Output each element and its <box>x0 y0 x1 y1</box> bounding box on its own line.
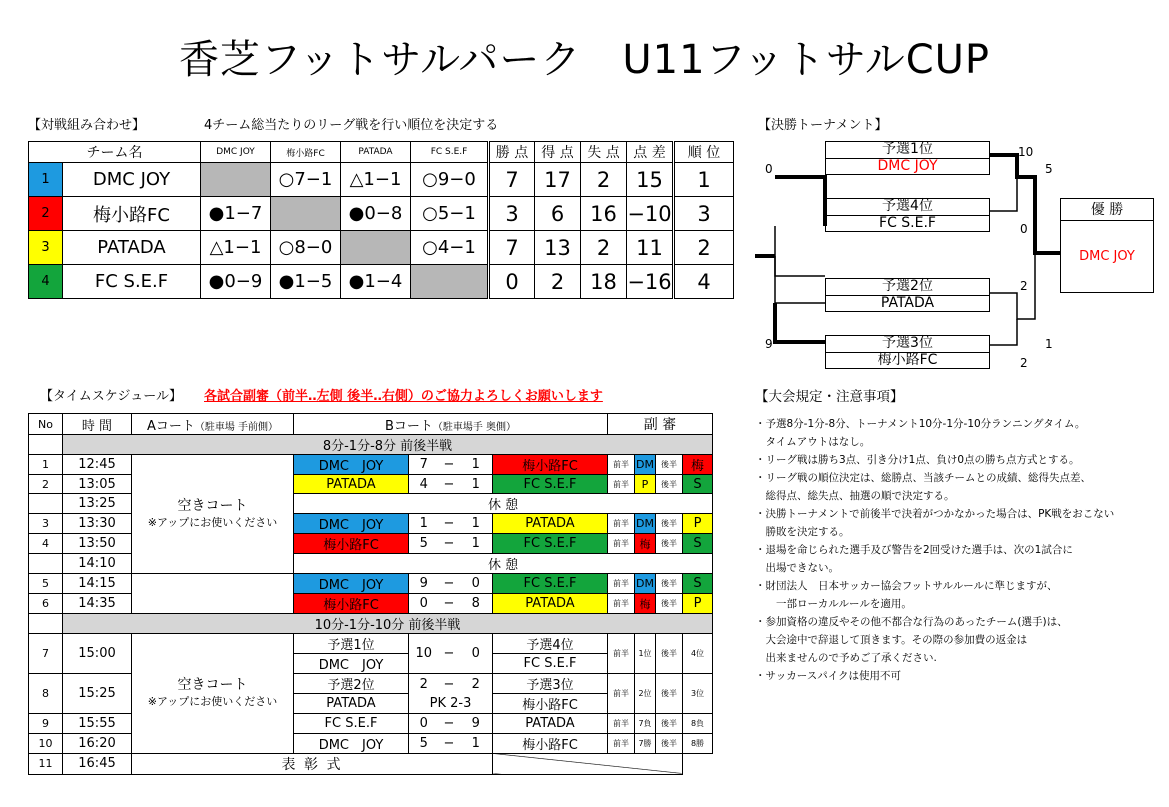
match-no: 7 <box>29 634 63 674</box>
bracket-score: 0 <box>1020 222 1028 236</box>
score-dash: − <box>439 534 460 554</box>
match-time: 15:00 <box>63 634 132 674</box>
referee-2: S <box>683 534 713 554</box>
home-score: 2 <box>409 674 439 694</box>
schedule-band-row <box>29 614 713 634</box>
home-team: DMC JOY <box>294 654 409 674</box>
rule-line: ・リーグ戦は勝ち3点、引き分け1点、負け0点の勝ち点方式とする。 <box>755 454 1080 466</box>
win-points: 0 <box>489 265 535 299</box>
match-no: 9 <box>29 714 63 733</box>
rule-line: ・サッカースパイクは使用不可 <box>755 670 902 682</box>
score-dash: − <box>439 455 460 475</box>
score-dash: − <box>439 475 460 494</box>
away-team: PATADA <box>493 514 608 534</box>
match-result: ●1−4 <box>341 265 411 299</box>
league-header-team: チーム名 <box>29 142 201 163</box>
referee-1: DM <box>635 514 656 534</box>
away-score: 1 <box>460 475 493 494</box>
header-referee: 副 審 <box>608 414 713 435</box>
match-no: 4 <box>29 534 63 554</box>
schedule-ceremony-row <box>29 753 713 774</box>
home-team: DMC JOY <box>294 514 409 534</box>
match-result: △1−1 <box>201 231 271 265</box>
self-match-cell <box>341 231 411 265</box>
match-no: 10 <box>29 733 63 753</box>
league-header-rank: 順 位 <box>674 142 734 163</box>
phase-label: 10分-1分-10分 前後半戦 <box>63 614 713 634</box>
home-team: DMC JOY <box>294 455 409 475</box>
win-points: 7 <box>489 231 535 265</box>
match-no: 5 <box>29 574 63 594</box>
rule-line: 出来ませんので予めご了承ください. <box>755 652 937 664</box>
rank: 1 <box>674 163 734 197</box>
home-team: FC S.E.F <box>294 714 409 733</box>
match-no: 11 <box>29 753 63 774</box>
header-time: 時 間 <box>63 414 132 435</box>
team-name: 梅小路FC <box>63 197 201 231</box>
bracket-match1-bottom <box>825 198 990 232</box>
match-time: 13:50 <box>63 534 132 554</box>
away-score: 8 <box>460 594 493 614</box>
second-half-label: 後半 <box>656 475 683 494</box>
rule-line: ・リーグ戦の順位決定は、総勝点、当該チームとの成績、総得失点差、 <box>755 472 1091 484</box>
schedule-break-row <box>29 554 713 574</box>
referee-1: 梅 <box>635 594 656 614</box>
referee-2: S <box>683 475 713 494</box>
match-time: 15:25 <box>63 674 132 714</box>
rule-line: ・決勝トーナメントで前後半で決着がつかなかった場合は、PK戦をおこない <box>755 508 1115 520</box>
home-score: 0 <box>409 714 439 733</box>
rule-line: ・予選8分-1分-8分、トーナメント10分-1分-10分ランニングタイム。 <box>755 418 1086 430</box>
schedule-band-row <box>29 435 713 455</box>
match-time: 14:35 <box>63 594 132 614</box>
rules-section-title: 【大会規定・注意事項】 <box>755 389 904 405</box>
bracket-score: 2 <box>1020 356 1028 370</box>
referee-1: DM <box>635 574 656 594</box>
match-time: 13:25 <box>63 494 132 514</box>
rule-line: ・参加資格の違反やその他不都合な行為のあったチーム(選手)は、 <box>755 616 1068 628</box>
away-team: 梅小路FC <box>493 694 608 714</box>
match-result: ●1−7 <box>201 197 271 231</box>
team-number: 3 <box>29 231 63 265</box>
self-match-cell <box>411 265 489 299</box>
pk-score: PK 2-3 <box>409 694 493 714</box>
match-result: △1−1 <box>341 163 411 197</box>
champion-label: 優 勝 <box>1061 199 1153 221</box>
first-half-label: 前半 <box>608 714 635 733</box>
away-score: 1 <box>460 455 493 475</box>
second-half-label: 後半 <box>656 733 683 753</box>
match-time: 13:05 <box>63 475 132 494</box>
match-time: 14:10 <box>63 554 132 574</box>
first-half-label: 前半 <box>608 534 635 554</box>
bracket-score: 0 <box>765 162 773 176</box>
match-result: ○9−0 <box>411 163 489 197</box>
rule-line: 大会途中で辞退して頂きます。その際の参加費の返金は <box>755 634 1028 646</box>
away-team: FC S.E.F <box>493 534 608 554</box>
league-header-goal-diff: 点 差 <box>627 142 674 163</box>
away-team: 梅小路FC <box>493 733 608 753</box>
referee-1: P <box>635 475 656 494</box>
home-score: 1 <box>409 514 439 534</box>
schedule-match-row <box>29 475 713 494</box>
header-court-b: Bコート（駐車場手 奥側） <box>294 414 608 435</box>
score-dash: − <box>439 634 460 674</box>
home-score: 10 <box>409 634 439 674</box>
empty-referee-cell <box>493 753 683 774</box>
team-name: PATADA <box>826 295 989 311</box>
second-half-label: 後半 <box>656 455 683 475</box>
bracket-match2-top <box>825 278 990 312</box>
away-team: PATADA <box>493 714 608 733</box>
home-team: DMC JOY <box>294 574 409 594</box>
schedule-match-row <box>29 455 713 475</box>
away-score: 9 <box>460 714 493 733</box>
team-name: DMC JOY <box>826 158 989 174</box>
referee-1: 1位 <box>635 634 656 674</box>
home-score: 9 <box>409 574 439 594</box>
match-time: 13:30 <box>63 514 132 534</box>
rank: 2 <box>674 231 734 265</box>
league-header-row <box>29 142 734 163</box>
goal-diff: −16 <box>627 265 674 299</box>
away-team: PATADA <box>493 594 608 614</box>
goals-against: 2 <box>581 163 627 197</box>
league-header-goals-for: 得 点 <box>535 142 581 163</box>
league-section-title: 【対戦組み合わせ】 <box>28 118 146 133</box>
match-time: 16:20 <box>63 733 132 753</box>
first-half-label: 前半 <box>608 475 635 494</box>
header-court-a: Aコート（駐車場 手前側） <box>132 414 294 435</box>
rank: 4 <box>674 265 734 299</box>
match-no: 6 <box>29 594 63 614</box>
second-half-label: 後半 <box>656 574 683 594</box>
referee-2: 4位 <box>683 634 713 674</box>
match-no: 1 <box>29 455 63 475</box>
team-name: 梅小路FC <box>826 352 989 368</box>
first-half-label: 前半 <box>608 733 635 753</box>
away-score: 1 <box>460 514 493 534</box>
team-name: DMC JOY <box>63 163 201 197</box>
schedule-match-row <box>29 514 713 534</box>
away-seed: 予選4位 <box>493 634 608 654</box>
home-score: 0 <box>409 594 439 614</box>
court-a-free: 空きコート ※アップにお使いください <box>132 455 294 574</box>
second-half-label: 後半 <box>656 594 683 614</box>
match-no: 8 <box>29 674 63 714</box>
away-score: 2 <box>460 674 493 694</box>
schedule-section-title: 【タイムスケジュール】 <box>40 389 182 404</box>
break-label: 休 憩 <box>294 554 713 574</box>
schedule-match-row <box>29 714 713 733</box>
schedule-table <box>28 413 713 775</box>
league-row <box>29 197 734 231</box>
first-half-label: 前半 <box>608 455 635 475</box>
rule-line: 勝敗を決定する。 <box>755 526 850 538</box>
first-half-label: 前半 <box>608 594 635 614</box>
referee-1: DM <box>635 455 656 475</box>
away-team: FC S.E.F <box>493 475 608 494</box>
score-dash: − <box>439 514 460 534</box>
home-team: DMC JOY <box>294 733 409 753</box>
seed-label: 予選2位 <box>882 278 933 294</box>
court-a-free: 空きコート ※アップにお使いください <box>132 634 294 753</box>
team-number: 1 <box>29 163 63 197</box>
bracket-score: 9 <box>765 337 773 351</box>
referee-2: P <box>683 514 713 534</box>
bracket-score: 5 <box>1045 162 1053 176</box>
team-number: 2 <box>29 197 63 231</box>
away-score: 0 <box>460 634 493 674</box>
goals-for: 2 <box>535 265 581 299</box>
away-team: FC S.E.F <box>493 574 608 594</box>
rule-line: ・退場を命じられた選手及び警告を2回受けた選手は、次の1試合に <box>755 544 1073 556</box>
schedule-match-row <box>29 534 713 554</box>
league-row <box>29 163 734 197</box>
bracket-score: 1 <box>1045 337 1053 351</box>
goal-diff: 11 <box>627 231 674 265</box>
team-name: FC S.E.F <box>826 215 989 231</box>
home-score: 5 <box>409 534 439 554</box>
away-score: 1 <box>460 733 493 753</box>
goals-against: 16 <box>581 197 627 231</box>
page-title: 香芝フットサルパーク U11フットサルCUP <box>178 37 991 83</box>
match-result: ○5−1 <box>411 197 489 231</box>
home-team: PATADA <box>294 694 409 714</box>
league-header-vs: FC S.E.F <box>411 142 489 163</box>
seed-label: 予選3位 <box>882 335 933 351</box>
match-result: ●0−9 <box>201 265 271 299</box>
bracket-score: 2 <box>1020 279 1028 293</box>
referee-1: 梅 <box>635 534 656 554</box>
rule-line: 総得点、総失点、抽選の順で決定する。 <box>755 490 955 502</box>
home-score: 4 <box>409 475 439 494</box>
rule-line: 出場できない。 <box>755 562 839 574</box>
champion-box <box>1060 198 1154 293</box>
schedule-match-row <box>29 733 713 753</box>
league-header-win-pts: 勝 点 <box>489 142 535 163</box>
schedule-match-row <box>29 634 713 654</box>
home-team: 梅小路FC <box>294 594 409 614</box>
league-table <box>28 141 734 299</box>
home-team: PATADA <box>294 475 409 494</box>
goal-diff: 15 <box>627 163 674 197</box>
first-half-label: 前半 <box>608 674 635 714</box>
referee-2: 8負 <box>683 714 713 733</box>
away-seed: 予選3位 <box>493 674 608 694</box>
schedule-match-row <box>29 574 713 594</box>
home-seed: 予選1位 <box>294 634 409 654</box>
referee-2: S <box>683 574 713 594</box>
schedule-match-row <box>29 674 713 694</box>
bracket-match2-bottom <box>825 335 990 369</box>
league-row <box>29 231 734 265</box>
second-half-label: 後半 <box>656 674 683 714</box>
match-no: 2 <box>29 475 63 494</box>
referee-2: 梅 <box>683 455 713 475</box>
match-time: 14:15 <box>63 574 132 594</box>
rules-list <box>755 415 1155 685</box>
goals-for: 6 <box>535 197 581 231</box>
score-dash: − <box>439 594 460 614</box>
score-dash: − <box>439 674 460 694</box>
rank: 3 <box>674 197 734 231</box>
second-half-label: 後半 <box>656 634 683 674</box>
bracket-section-title: 【決勝トーナメント】 <box>758 118 888 133</box>
win-points: 7 <box>489 163 535 197</box>
seed-label: 予選4位 <box>882 198 933 214</box>
bracket-match1-top <box>825 141 990 175</box>
champion-team: DMC JOY <box>1079 249 1135 264</box>
schedule-notice: 各試合副審（前半‥左側 後半‥右側）のご協力よろしくお願いします <box>204 389 603 404</box>
self-match-cell <box>201 163 271 197</box>
referee-2: 8勝 <box>683 733 713 753</box>
score-dash: − <box>439 574 460 594</box>
league-row <box>29 265 734 299</box>
away-score: 0 <box>460 574 493 594</box>
goal-diff: −10 <box>627 197 674 231</box>
away-team: FC S.E.F <box>493 654 608 674</box>
second-half-label: 後半 <box>656 514 683 534</box>
league-section-note: 4チーム総当たりのリーグ戦を行い順位を決定する <box>204 118 499 133</box>
league-header-goals-against: 失 点 <box>581 142 627 163</box>
home-score: 5 <box>409 733 439 753</box>
break-label: 休 憩 <box>294 494 713 514</box>
team-name: PATADA <box>63 231 201 265</box>
first-half-label: 前半 <box>608 634 635 674</box>
match-result: ●0−8 <box>341 197 411 231</box>
match-result: ○8−0 <box>271 231 341 265</box>
home-seed: 予選2位 <box>294 674 409 694</box>
league-header-vs: 梅小路FC <box>271 142 341 163</box>
rule-line: 一部ローカルルールを適用。 <box>755 598 912 610</box>
league-header-vs: PATADA <box>341 142 411 163</box>
schedule-match-row <box>29 594 713 614</box>
league-header-vs: DMC JOY <box>201 142 271 163</box>
away-team: 梅小路FC <box>493 455 608 475</box>
referee-2: 3位 <box>683 674 713 714</box>
referee-2: P <box>683 594 713 614</box>
bracket-score: 10 <box>1018 145 1034 159</box>
match-result: ○7−1 <box>271 163 341 197</box>
referee-1: 7勝 <box>635 733 656 753</box>
team-number: 4 <box>29 265 63 299</box>
away-score: 1 <box>460 534 493 554</box>
score-dash: − <box>439 733 460 753</box>
seed-label: 予選1位 <box>882 141 933 157</box>
referee-1: 2位 <box>635 674 656 714</box>
first-half-label: 前半 <box>608 514 635 534</box>
schedule-break-row <box>29 494 713 514</box>
header-no: No <box>29 414 63 435</box>
rule-line: ・財団法人 日本サッカー協会フットサルルールに準じますが、 <box>755 580 1058 592</box>
first-half-label: 前半 <box>608 574 635 594</box>
match-result: ●1−5 <box>271 265 341 299</box>
second-half-label: 後半 <box>656 714 683 733</box>
referee-1: 7負 <box>635 714 656 733</box>
score-dash: − <box>439 714 460 733</box>
team-name: FC S.E.F <box>63 265 201 299</box>
second-half-label: 後半 <box>656 534 683 554</box>
goals-for: 17 <box>535 163 581 197</box>
goals-against: 2 <box>581 231 627 265</box>
home-team: 梅小路FC <box>294 534 409 554</box>
ceremony-label: 表 彰 式 <box>132 753 493 774</box>
schedule-header-row <box>29 414 713 435</box>
match-time: 15:55 <box>63 714 132 733</box>
phase-label: 8分-1分-8分 前後半戦 <box>63 435 713 455</box>
match-time: 12:45 <box>63 455 132 475</box>
goals-for: 13 <box>535 231 581 265</box>
rule-line: タイムアウトはなし。 <box>755 436 871 448</box>
home-score: 7 <box>409 455 439 475</box>
win-points: 3 <box>489 197 535 231</box>
self-match-cell <box>271 197 341 231</box>
match-time: 16:45 <box>63 753 132 774</box>
match-result: ○4−1 <box>411 231 489 265</box>
match-no: 3 <box>29 514 63 534</box>
goals-against: 18 <box>581 265 627 299</box>
